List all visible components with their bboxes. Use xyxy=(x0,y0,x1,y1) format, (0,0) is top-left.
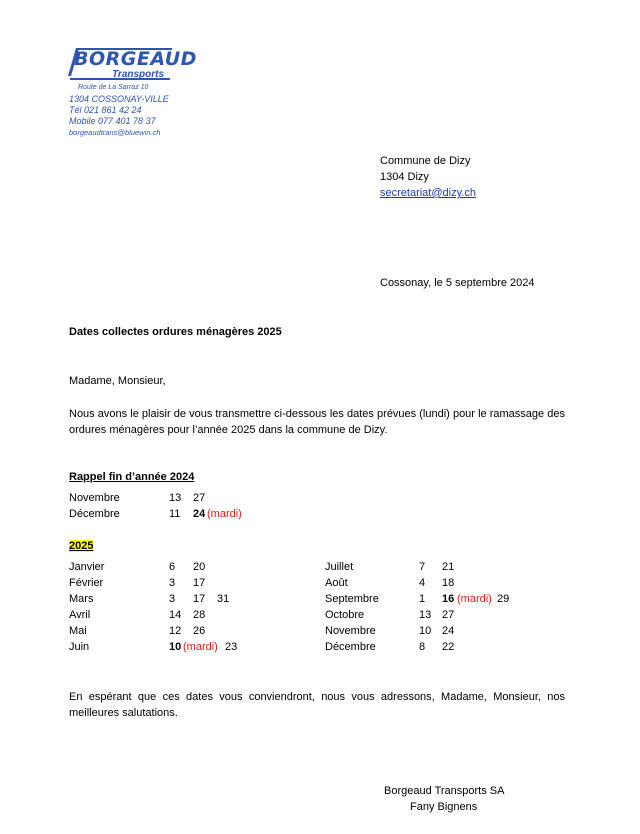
month-label: Août xyxy=(325,577,348,589)
signature-person: Fany Bignens xyxy=(410,801,478,813)
date-line: Cossonay, le 5 septembre 2024 xyxy=(380,277,535,289)
sender-email: borgeaudtrans@bluewin.ch xyxy=(69,128,161,137)
month-label: Octobre xyxy=(325,609,365,621)
date-value: 3 xyxy=(169,577,176,589)
recipient-name: Commune de Dizy xyxy=(380,155,471,167)
date-value: 27 xyxy=(193,492,206,504)
date-value: 8 xyxy=(419,641,426,653)
date-value: 26 xyxy=(193,625,206,637)
sender-city: 1304 COSSONAY-VILLE xyxy=(69,94,169,104)
sender-phone: Tél 021 861 42 24 xyxy=(69,105,142,115)
month-label: Décembre xyxy=(69,508,120,520)
salutation: Madame, Monsieur, xyxy=(69,375,166,387)
company-logo-text: BORGEAUD xyxy=(74,48,197,70)
month-label: Mai xyxy=(69,625,87,637)
month-label: Novembre xyxy=(325,625,376,637)
date-value: 31 xyxy=(217,593,230,605)
date-value: 13 xyxy=(169,492,182,504)
signature-company: Borgeaud Transports SA xyxy=(384,785,505,797)
date-value: 3 xyxy=(169,593,176,605)
date-note: (mardi) xyxy=(183,641,218,653)
recipient-email-link[interactable]: secretariat@dizy.ch xyxy=(380,187,476,199)
reminder-title: Rappel fin d’année 2024 xyxy=(69,471,195,483)
month-label: Avril xyxy=(69,609,91,621)
date-value: 17 xyxy=(193,577,206,589)
date-value: 17 xyxy=(193,593,206,605)
company-logo-subtitle: Transports xyxy=(112,69,165,80)
date-value-exception: 24 xyxy=(193,508,206,520)
month-label: Février xyxy=(69,577,104,589)
date-value: 21 xyxy=(442,561,455,573)
intro-paragraph: Nous avons le plaisir de vous transmettre ci-dessous les dates prévues (lundi) pour le ramassage des ordures ménagères pour l’année 2025 dans la commune de Dizy. xyxy=(69,408,565,436)
date-value: 24 xyxy=(442,625,455,637)
date-value: 18 xyxy=(442,577,455,589)
month-label: Juin xyxy=(69,641,90,653)
date-value: 23 xyxy=(225,641,238,653)
date-value: 28 xyxy=(193,609,206,621)
month-label: Novembre xyxy=(69,492,120,504)
month-label: Mars xyxy=(69,593,94,605)
date-note: (mardi) xyxy=(207,508,242,520)
year-label: 2025 xyxy=(69,540,94,552)
date-value: 22 xyxy=(442,641,455,653)
month-label: Septembre xyxy=(325,593,379,605)
date-value: 10 xyxy=(419,625,432,637)
date-value: 27 xyxy=(442,609,455,621)
letter-subject: Dates collectes ordures ménagères 2025 xyxy=(69,326,282,338)
date-value: 13 xyxy=(419,609,432,621)
recipient-city: 1304 Dizy xyxy=(380,171,429,183)
month-label: Janvier xyxy=(69,561,105,573)
closing-paragraph: En espérant que ces dates vous conviendront, nous vous adressons, Madame, Monsieur, nos meilleures salutations. xyxy=(69,691,565,719)
date-value: 29 xyxy=(497,593,510,605)
date-value: 12 xyxy=(169,625,182,637)
month-label: Décembre xyxy=(325,641,376,653)
month-label: Juillet xyxy=(325,561,354,573)
date-value: 7 xyxy=(419,561,426,573)
date-note: (mardi) xyxy=(457,593,492,605)
date-value: 14 xyxy=(169,609,182,621)
date-value: 11 xyxy=(169,508,181,520)
sender-mobile: Mobile 077 401 78 37 xyxy=(69,116,156,126)
date-value: 20 xyxy=(193,561,206,573)
sender-address: Route de La Sarraz 10 xyxy=(78,84,149,91)
date-value-exception: 10 xyxy=(169,641,182,653)
date-value-exception: 16 xyxy=(442,593,455,605)
date-value: 6 xyxy=(169,561,176,573)
date-value: 1 xyxy=(419,593,426,605)
date-value: 4 xyxy=(419,577,426,589)
